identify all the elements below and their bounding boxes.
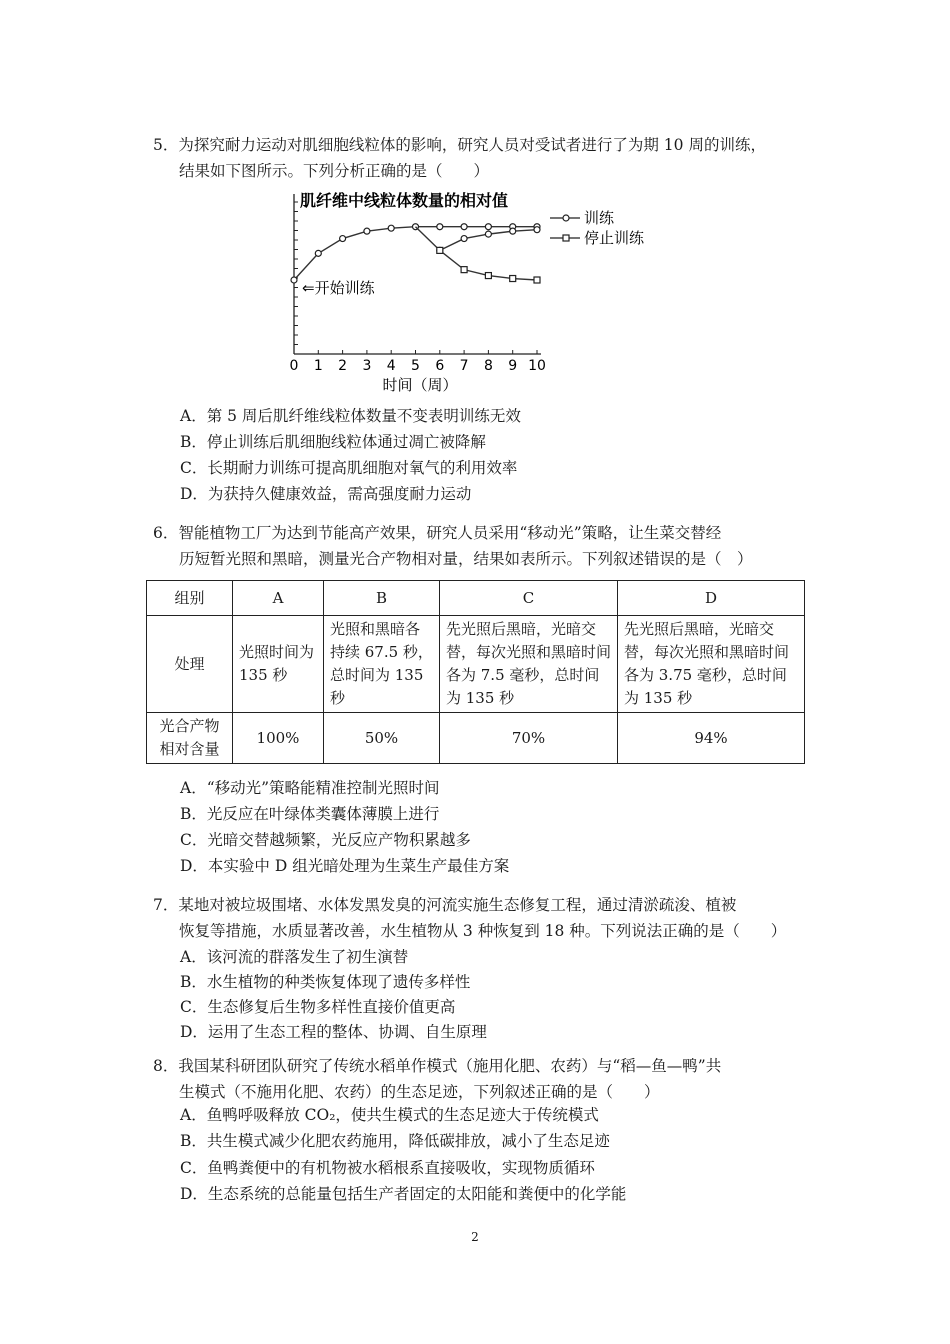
q6-option-c[interactable]: C．光暗交替越频繁，光反应产物积累越多 (180, 831, 471, 849)
q8-option-b[interactable]: B．共生模式减少化肥农药施用，降低碳排放，减小了生态足迹 (180, 1132, 610, 1150)
table-cell-b-treatment: 光照和黑暗各持续 67.5 秒，总时间为 135 秒 (324, 616, 440, 713)
q5-option-b[interactable]: B．停止训练后肌细胞线粒体通过凋亡被降解 (180, 433, 486, 451)
data-point-circle (461, 236, 467, 242)
data-point-square (485, 273, 491, 279)
table-header-c: C (440, 581, 618, 616)
q7-option-a[interactable]: A．该河流的群落发生了初生演替 (180, 948, 409, 966)
q5-option-a[interactable]: A．第 5 周后肌纤维线粒体数量不变表明训练无效 (180, 407, 521, 425)
question-8-stem (153, 1053, 803, 1105)
table-cell-d-product: 94% (618, 713, 805, 764)
data-point-circle (388, 225, 394, 231)
question-5-line1: 5．为探究耐力运动对肌细胞线粒体的影响，研究人员对受试者进行了为期 10 周的训练， (153, 136, 766, 154)
data-point-circle (364, 228, 370, 234)
table-cell-a-treatment: 光照时间为 135 秒 (233, 616, 324, 713)
x-tick-label: 1 (313, 358, 323, 374)
x-tick-label: 9 (508, 358, 518, 374)
x-tick-label: 8 (483, 358, 493, 374)
x-tick-label: 3 (362, 358, 372, 374)
data-point-circle (485, 224, 491, 230)
chart-svg (280, 186, 680, 400)
q7-option-c[interactable]: C．生态修复后生物多样性直接价值更高 (180, 998, 456, 1016)
x-tick-label: 2 (338, 358, 348, 374)
data-point-circle (340, 236, 346, 242)
table-row-label-product: 光合产物相对含量 (147, 713, 233, 764)
table-row-product (147, 713, 805, 764)
legend-label: 训练 (584, 209, 615, 227)
data-point-circle (315, 250, 321, 256)
x-tick-label: 10 (528, 358, 546, 374)
table-header-a: A (233, 581, 324, 616)
q7-option-d[interactable]: D．运用了生态工程的整体、协调、自生原理 (180, 1023, 487, 1041)
question-7-stem (153, 892, 803, 944)
data-point-circle (510, 228, 516, 234)
x-tick-label: 6 (435, 358, 445, 374)
data-point-circle (291, 277, 297, 283)
table-row-label-treatment: 处理 (147, 616, 233, 713)
table-cell-d-treatment: 先光照后黑暗，光暗交替，每次光照和黑暗时间各为 3.75 毫秒，总时间为 135 秒 (618, 616, 805, 713)
x-tick-label: 7 (459, 358, 469, 374)
q8-option-c[interactable]: C．鱼鸭粪便中的有机物被水稻根系直接吸收，实现物质循环 (180, 1159, 595, 1177)
question-8-line2: 生模式（不施用化肥、农药）的生态足迹，下列叙述正确的是（ ） (179, 1083, 660, 1101)
table-header-row (147, 581, 805, 616)
data-point-circle (437, 224, 443, 230)
chart-series (291, 224, 540, 283)
legend-marker-circle (563, 215, 569, 221)
data-point-square (510, 276, 516, 282)
table-cell-b-product: 50% (324, 713, 440, 764)
question-5-line2: 结果如下图所示。下列分析正确的是（ ） (179, 162, 490, 180)
table-cell-c-product: 70% (440, 713, 618, 764)
x-tick-label: 4 (386, 358, 396, 374)
question-7-line2: 恢复等措施，水质显著改善，水生植物从 3 种恢复到 18 种。下列说法正确的是（ ） (179, 922, 787, 940)
chart-annotation: ⇐开始训练 (302, 279, 375, 297)
question-6-table (146, 580, 805, 764)
q5-option-d[interactable]: D．为获持久健康效益，需高强度耐力运动 (180, 485, 472, 503)
q8-option-a[interactable]: A．鱼鸭呼吸释放 CO₂，使共生模式的生态足迹大于传统模式 (180, 1106, 599, 1124)
q8-option-d[interactable]: D．生态系统的总能量包括生产者固定的太阳能和粪便中的化学能 (180, 1185, 627, 1203)
question-5-stem (153, 132, 803, 184)
q5-option-c[interactable]: C．长期耐力训练可提高肌细胞对氧气的利用效率 (180, 459, 518, 477)
q6-option-d[interactable]: D．本实验中 D 组光暗处理为生菜生产最佳方案 (180, 857, 510, 875)
question-7-line1: 7．某地对被垃圾围堵、水体发黑发臭的河流实施生态修复工程，通过清淤疏浚、植被 (153, 896, 737, 914)
chart-xlabel: 时间（周） (382, 376, 458, 394)
data-point-circle (534, 227, 540, 233)
series-line-2 (416, 227, 538, 280)
table-header-group: 组别 (147, 581, 233, 616)
question-6-line2: 历短暂光照和黑暗，测量光合产物相对量，结果如表所示。下列叙述错误的是（ ） (179, 550, 753, 568)
x-tick-label: 5 (411, 358, 420, 374)
data-point-square (534, 277, 540, 283)
q6-option-a[interactable]: A．“移动光”策略能精准控制光照时间 (180, 779, 440, 797)
table-cell-c-treatment: 先光照后黑暗，光暗交替，每次光照和黑暗时间各为 7.5 毫秒，总时间为 135 秒 (440, 616, 618, 713)
question-6-line1: 6．智能植物工厂为达到节能高产效果，研究人员采用“移动光”策略，让生菜交替经 (153, 524, 722, 542)
table-header-b: B (324, 581, 440, 616)
chart-title: 肌纤维中线粒体数量的相对值 (300, 191, 509, 210)
legend-label: 停止训练 (584, 229, 645, 247)
table-header-d: D (618, 581, 805, 616)
data-point-square (437, 247, 443, 253)
chart-legend (550, 209, 645, 247)
mitochondria-chart (280, 186, 680, 400)
x-tick-label: 0 (289, 358, 299, 374)
data-point-square (461, 267, 467, 273)
table-row-treatment (147, 616, 805, 713)
question-6-stem (153, 520, 803, 572)
data-point-circle (461, 224, 467, 230)
page-number: 2 (471, 1230, 479, 1244)
q6-option-b[interactable]: B．光反应在叶绿体类囊体薄膜上进行 (180, 805, 440, 823)
legend-marker-square (563, 235, 569, 241)
table-cell-a-product: 100% (233, 713, 324, 764)
question-8-line1: 8．我国某科研团队研究了传统水稻单作模式（施用化肥、农药）与“稻—鱼—鸭”共 (153, 1057, 722, 1075)
data-point-circle (485, 231, 491, 237)
series-line-0 (294, 227, 537, 280)
q7-option-b[interactable]: B．水生植物的种类恢复体现了遗传多样性 (180, 973, 471, 991)
